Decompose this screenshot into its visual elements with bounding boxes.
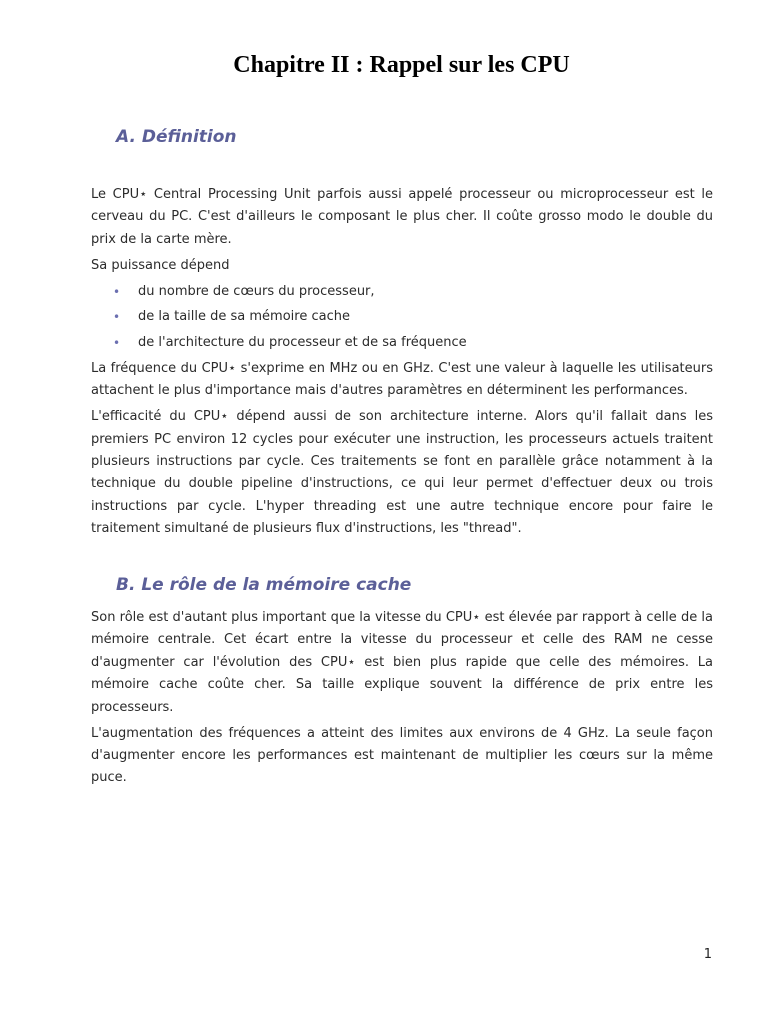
paragraph-frequency-limits: L'augmentation des fréquences a atteint des limites aux environs de 4 GHz. La seule façon d'augmenter encore les performances est maintenant de multiplier les cœurs sur la même puce. [91, 725, 713, 786]
paragraph-frequency: La fréquence du CPU⋆ s'exprime en MHz ou en GHz. C'est une valeur à laquelle les utilisateurs attachent le plus d'importance mais d'autres paramètres en déterminent les performances. [91, 360, 713, 399]
bullet-text: de l'architecture du processeur et de sa fréquence [138, 335, 467, 351]
paragraph-cpu-definition: Le CPU⋆ Central Processing Unit parfois aussi appelé processeur ou microprocesseur est le cerveau du PC. C'est d'ailleurs le composant le plus cher. Il coûte grosso modo le double du prix de la carte mère. [91, 187, 713, 247]
bullet-icon: • [113, 310, 121, 325]
list-item [91, 306, 713, 328]
bullet-text: du nombre de cœurs du processeur, [138, 283, 375, 299]
section-cache-body [91, 607, 713, 793]
list-item [91, 281, 713, 303]
section-heading-definition: A. Définition [116, 127, 237, 147]
list-item [91, 332, 713, 354]
bullet-list [91, 281, 713, 355]
page-title: Chapitre II : Rappel sur les CPU [233, 52, 570, 78]
section-heading-cache: B. Le rôle de la mémoire cache [116, 575, 412, 595]
section-definition-body [91, 184, 713, 544]
page-number: 1 [703, 947, 712, 962]
bullet-icon: • [113, 336, 121, 351]
paragraph-cache-role: Son rôle est d'autant plus important que la vitesse du CPU⋆ est élevée par rapport à celle de la mémoire centrale. Cet écart entre la vitesse du processeur et celle des RAM ne cesse d'augmenter car l'évolution des CPU⋆ est bien plus rapide que celle des mémoires. La mémoire cache coûte cher. Sa taille explique souvent la différence de prix entre les processeurs. [91, 610, 713, 715]
paragraph-power-depends: Sa puissance dépend [91, 257, 230, 273]
bullet-text: de la taille de sa mémoire cache [138, 309, 350, 325]
paragraph-efficiency: L'efficacité du CPU⋆ dépend aussi de son architecture interne. Alors qu'il fallait dans les premiers PC environ 12 cycles pour exécuter une instruction, les processeurs actuels traitent plusieurs instructions par cycle. Ces traitements se font en parallèle grâce notamment à la technique du double pipeline d'instructions, ce qui leur permet d'effectuer deux ou trois instructions par cycle. L'hyper threading est une autre technique encore pour faire le traitement simultané de plusieurs flux d'instructions, les "thread". [91, 409, 713, 537]
bullet-icon: • [113, 284, 121, 299]
